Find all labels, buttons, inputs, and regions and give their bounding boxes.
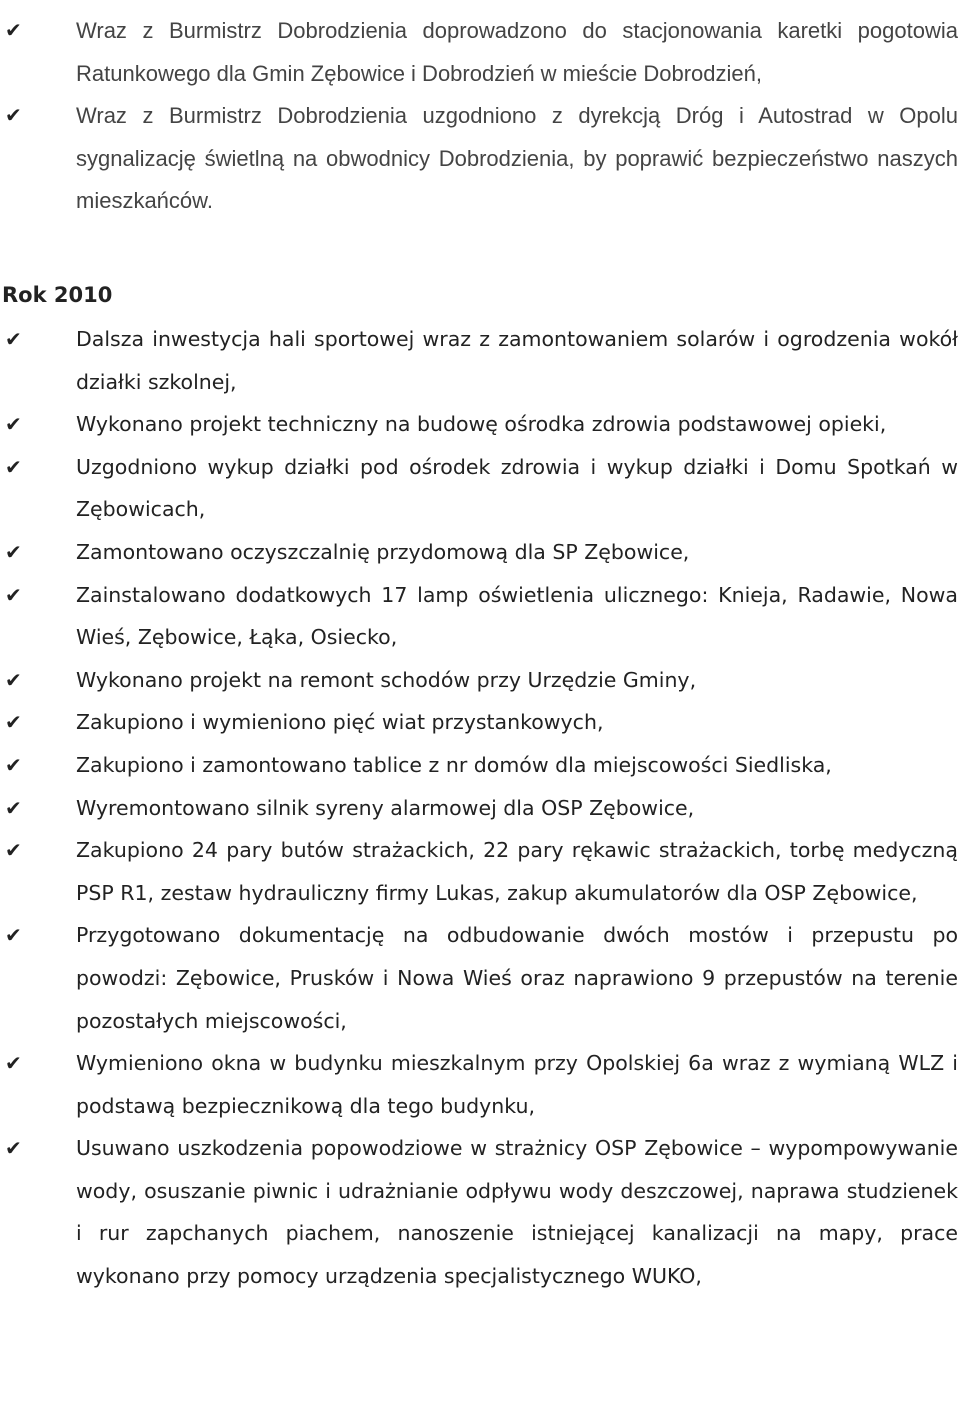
check-mark-icon: ✔: [5, 667, 22, 692]
list-item: [0, 318, 960, 403]
check-mark-icon: ✔: [5, 923, 22, 948]
list-item-text: Zakupiono 24 pary butów strażackich, 22 pary rękawic strażackich, torbę medyczną PSP R1, zestaw hydrauliczny firmy Lukas, zakup akumulatorów dla OSP Zębowice,: [76, 838, 958, 905]
section-heading: Rok 2010: [2, 283, 113, 307]
list-item: [0, 574, 960, 659]
list-item-text: Usuwano uszkodzenia popowodziowe w strażnicy OSP Zębowice – wypompowywanie wody, osuszanie piwnic i udrażnianie odpływu wody deszczowej, naprawa studzienek i rur zapchanych piachem, nanoszenie istniejącej kanalizacji na mapy, prace wykonano przy pomocy urządzenia specjalistycznego WUKO,: [76, 1136, 958, 1289]
list-item-text: Zakupiono i zamontowano tablice z nr domów dla miejscowości Siedliska,: [76, 752, 832, 777]
check-mark-icon: ✔: [5, 454, 22, 479]
list-item: [0, 1042, 960, 1127]
list-item-text: Dalsza inwestycja hali sportowej wraz z zamontowaniem solarów i ogrodzenia wokół działki szkolnej,: [76, 327, 958, 394]
check-mark-icon: ✔: [5, 539, 22, 564]
list-item-text: Wymieniono okna w budynku mieszkalnym przy Opolskiej 6a wraz z wymianą WLZ i podstawą bezpiecznikową dla tego budynku,: [76, 1051, 958, 1118]
check-mark-icon: ✔: [5, 795, 22, 820]
list-item-text: Zakupiono i wymieniono pięć wiat przystankowych,: [76, 710, 604, 735]
list-item-text: Wyremontowano silnik syreny alarmowej dla OSP Zębowice,: [76, 795, 695, 820]
bullet-list-top: [0, 10, 960, 223]
check-mark-icon: ✔: [5, 838, 22, 863]
bullet-list-2010: [0, 318, 960, 1298]
list-item-text: Zainstalowano dodatkowych 17 lamp oświetlenia ulicznego: Knieja, Radawie, Nowa Wieś, Zębowice, Łąka, Osiecko,: [76, 582, 958, 650]
check-mark-icon: ✔: [5, 1051, 22, 1076]
list-item: [0, 744, 960, 787]
list-item: [0, 446, 960, 531]
list-item: [0, 10, 960, 95]
list-item-text: Wraz z Burmistrz Dobrodzienia doprowadzono do stacjonowania karetki pogotowia Ratunkowego dla Gmin Zębowice i Dobrodzień w mieście Dobrodzień,: [76, 18, 958, 86]
list-item: [0, 1127, 960, 1297]
check-mark-icon: ✔: [5, 105, 22, 128]
list-item: [0, 701, 960, 744]
check-mark-icon: ✔: [5, 1136, 22, 1161]
check-mark-icon: ✔: [5, 20, 22, 42]
check-mark-icon: ✔: [5, 412, 22, 437]
list-item: [0, 531, 960, 574]
list-item: [0, 829, 960, 914]
list-item-text: Wraz z Burmistrz Dobrodzienia uzgodniono z dyrekcją Dróg i Autostrad w Opolu sygnalizację świetlną na obwodnicy Dobrodzienia, by poprawić bezpieczeństwo naszych mieszkańców.: [76, 103, 958, 214]
check-mark-icon: ✔: [5, 582, 22, 607]
list-item: [0, 403, 960, 446]
list-item-text: Przygotowano dokumentację na odbudowanie dwóch mostów i przepustu po powodzi: Zębowice, Prusków i Nowa Wieś oraz naprawiono 9 przepustów na terenie pozostałych miejscowości,: [76, 923, 958, 1033]
list-item-text: Wykonano projekt na remont schodów przy Urzędzie Gminy,: [76, 667, 697, 692]
check-mark-icon: ✔: [5, 752, 22, 777]
check-mark-icon: ✔: [5, 327, 22, 351]
list-item: [0, 914, 960, 1042]
check-mark-icon: ✔: [5, 710, 22, 735]
list-item-text: Wykonano projekt techniczny na budowę ośrodka zdrowia podstawowej opieki,: [76, 412, 887, 437]
list-item-text: Zamontowano oczyszczalnię przydomową dla SP Zębowice,: [76, 539, 690, 564]
list-item: [0, 95, 960, 223]
list-item: [0, 787, 960, 830]
list-item-text: Uzgodniono wykup działki pod ośrodek zdrowia i wykup działki i Domu Spotkań w Zębowicach,: [76, 454, 958, 522]
list-item: [0, 659, 960, 702]
